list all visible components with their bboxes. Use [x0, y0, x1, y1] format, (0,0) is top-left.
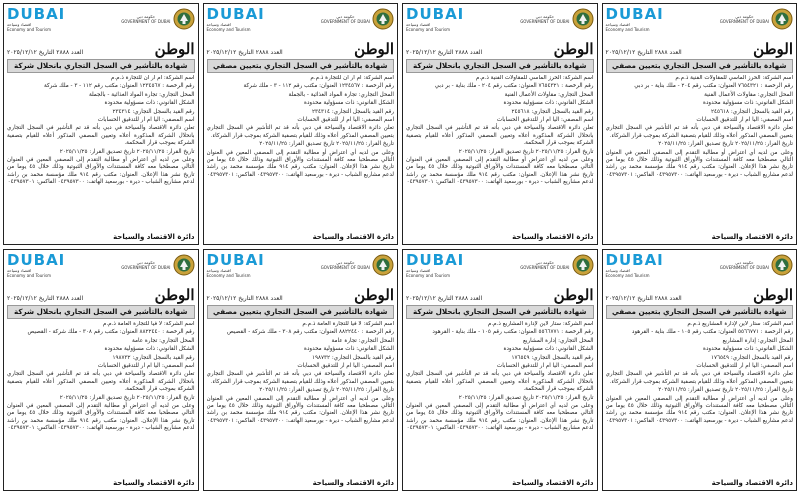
edition-info: العدد ٢٨٨٨ التاريخ ٢٠٢٥/١٢/١٢: [206, 295, 283, 302]
notice-title: شهادة بالتأشير في السجل التجاري بانحلال شركة: [7, 59, 195, 73]
gov-english-name: GOVERNMENT OF DUBAI: [719, 265, 769, 270]
notice-card: [402, 3, 598, 245]
dubai-economy-logo: [606, 253, 664, 278]
notice-line: رقم القيد بالسجل التجاري: ٢٣٤٣١٤: [312, 108, 394, 115]
government-logo: [321, 8, 394, 30]
notice-card: [3, 3, 199, 245]
notice-header: [7, 252, 195, 286]
government-logo: [321, 254, 394, 276]
dubai-economy-logo: [207, 253, 265, 278]
notice-line: رقم القيد بالسجل التجاري: ١٩٨٧٣٢: [112, 354, 195, 361]
dubai-wordmark: DUBAI: [406, 5, 465, 23]
government-text: [121, 260, 170, 270]
notice-title: شهادة بالتأشير في السجل التجاري بتعيين مصفي: [207, 305, 395, 319]
notice-line: رقم الرخصة : ٧٦٥٤٣٢١ العنوان: مكتب رقم ٢٠٤ - ملك بناية - بر دبي: [434, 83, 594, 90]
notice-line: الشكل القانوني: ذات مسؤولية محدودة: [703, 346, 793, 353]
government-text: [321, 14, 370, 24]
government-logo: [520, 8, 593, 30]
edition-info: العدد ٢٨٨٨ التاريخ ٢٠٢٥/١٢/١٢: [406, 49, 483, 56]
notice-line: تعلن دائرة الاقتصاد والسياحة في دبي بأنه قد تم التأشير في السجل التجاري بانحلال الشركة المذكورة أعلاه وتعيين المصفي المذكور أعلاه للقيام بتصفية الشركة بموجب قرار المحكمة.: [406, 125, 594, 147]
notice-title: شهادة بالتأشير في السجل التجاري بتعيين مصفي: [606, 59, 794, 73]
notice-body: [406, 321, 594, 479]
notice-line: الشكل القانوني: ذات مسؤولية محدودة: [104, 346, 195, 353]
notice-footer: دائرة الاقتصاد والسياحة: [113, 233, 195, 241]
notice-line: رقم الرخصة : ٥٥٦٦٧٧١ العنوان: مكتب رقم ١٠٥ - ملك بناية - القرهود: [432, 329, 594, 336]
edition-info: العدد ٢٨٨٨ التاريخ ٢٠٢٥/١٢/١٢: [7, 49, 84, 56]
notice-title: شهادة بالتأشير في السجل التجاري بانحلال شركة: [7, 305, 195, 319]
government-text: [520, 260, 569, 270]
gov-english-name: GOVERNMENT OF DUBAI: [320, 265, 370, 270]
notice-line: وعلى من لديه أي اعتراض أو مطالبة التقدم إلى المصفي المعين في العنوان التالي مصطحبا معه كافة المستندات والأوراق الثبوتية وذلك خلال ٤٥ يوما من تاريخ نشر هذا الإعلان. العنوان: مكتب رقم ٩١٤ ملك مؤسسة محمد بن راشد لدعم مشاريع الشباب - ديرة - بورسعيد الهاتف: ٠٤٣٩٥٧٣٠٠ الفاكس: ٠٤٣٩٥٧٣٠١: [605, 149, 793, 178]
dubai-economy-logo: [7, 253, 65, 278]
dubai-wordmark: DUBAI: [406, 251, 465, 269]
notice-line: رقم الرخصة : ٨٨٢٢٤٤٠ العنوان: مكتب رقم ٣٠٨ - ملك شركة - القصيص: [27, 329, 195, 336]
notice-card: [203, 3, 399, 245]
masthead-row: [207, 287, 395, 303]
notice-line: اسم المصفي: اليا ام ار للتدقيق الحسابات: [496, 117, 594, 124]
notice-line: رقم القيد بالسجل التجاري: ٢٤٥٦١٨: [711, 108, 793, 115]
dubai-wordmark: DUBAI: [605, 5, 664, 23]
dubai-emblem-icon: [173, 254, 195, 276]
notice-card: [602, 249, 798, 491]
notice-line: الشكل القانوني: ذات مسؤولية محدودة: [304, 100, 394, 107]
notice-line: وعلى من لديه أي اعتراض أو مطالبة التقدم إلى المصفي المعين في العنوان التالي مصطحبا معه كافة المستندات والأوراق الثبوتية وذلك خلال ٤٥ يوما من تاريخ نشر هذا الإعلان. العنوان: مكتب رقم ٩١٤ ملك مؤسسة محمد بن راشد لدعم مشاريع الشباب - ديرة - بورسعيد الهاتف: ٠٤٣٩٥٧٣٠٠ الفاكس: ٠٤٣٩٥٧٣٠١: [406, 157, 594, 186]
notice-line: تعلن دائرة الاقتصاد والسياحة في دبي بأنه قد تم التأشير في السجل التجاري بانحلال الشركة المذكورة أعلاه وتعيين المصفي المذكور أعلاه للقيام بتصفية الشركة بموجب قرار المحكمة.: [7, 371, 195, 393]
notice-line: وعلى من لديه أي اعتراض أو مطالبة التقدم إلى المصفي المعين في العنوان التالي مصطحبا معه كافة المستندات والأوراق الثبوتية وذلك خلال ٤٥ يوما من تاريخ نشر هذا الإعلان. العنوان: مكتب رقم ٩١٤ ملك مؤسسة محمد بن راشد لدعم مشاريع الشباب - ديرة - بورسعيد الهاتف: ٠٤٣٩٥٧٣٠٠ الفاكس: ٠٤٣٩٥٧٣٠١: [7, 157, 195, 186]
notice-line: رقم القيد بالسجل التجاري: ١٩٨٧٣٢: [312, 354, 394, 361]
government-logo: [121, 8, 194, 30]
notice-line: رقم الرخصة : ٥٥٦٦٧٧١ العنوان: مكتب رقم ١٠٥ - ملك بناية - القرهود: [631, 329, 793, 336]
government-logo: [720, 8, 793, 30]
dubai-emblem-icon: [372, 254, 394, 276]
notice-card: [203, 249, 399, 491]
notice-footer: دائرة الاقتصاد والسياحة: [312, 479, 394, 487]
masthead-row: [606, 287, 794, 303]
notice-line: تاريخ القرار: ٢٠٢٥/١١/٢٥ تاريخ تصديق القرار: ٢٠٢٥/١١/٢٥: [658, 387, 793, 394]
notice-line: تعلن دائرة الاقتصاد والسياحة في دبي بأنه قد تم التأشير في السجل التجاري بتعيين المصفي المذكور أعلاه وذلك للقيام بتصفية الشركة بموجب قرار الشركاء.: [605, 125, 793, 139]
dept-arabic-name: اقتصاد وسياحة: [406, 268, 431, 273]
gov-arabic-name: حكومة دبي: [735, 260, 754, 265]
gov-english-name: GOVERNMENT OF DUBAI: [520, 19, 570, 24]
notice-line: رقم الرخصة : ١٢٣٤٥٦٧ العنوان: مكتب رقم ١١٢ - ٣ - ملك شركة: [43, 83, 195, 90]
notice-line: اسم الشركة: ستار لاين لإدارة المشاريع ذ.م.م: [487, 321, 594, 327]
notice-line: تاريخ القرار: ٢٠٢٥/١١/٢٥ تاريخ تصديق القرار: ٢٠٢٥/١١/٢٥: [658, 141, 793, 148]
notices-grid: [3, 3, 797, 491]
notice-body: [406, 75, 594, 233]
dubai-economy-logo: [606, 7, 664, 32]
gov-arabic-name: حكومة دبي: [136, 14, 156, 19]
dept-arabic-name: اقتصاد وسياحة: [605, 22, 630, 27]
notice-line: تعلن دائرة الاقتصاد والسياحة في دبي بأنه قد تم التأشير في السجل التجاري بتعيين المصفي المذكور أعلاه وذلك للقيام بتصفية الشركة بموجب قرار الشركاء.: [605, 371, 793, 385]
notice-line: رقم القيد بالسجل التجاري: ١٧٦٥٤٩: [711, 354, 793, 361]
dept-arabic-name: اقتصاد وسياحة: [406, 22, 431, 27]
edition-info: العدد ٢٨٨٨ التاريخ ٢٠٢٥/١٢/١٢: [605, 49, 682, 56]
notice-line: تعلن دائرة الاقتصاد والسياحة في دبي بأنه قد تم التأشير في السجل التجاري بانحلال الشركة المذكورة أعلاه وتعيين المصفي المذكور أعلاه للقيام بتصفية الشركة بموجب قرار المحكمة.: [406, 371, 594, 393]
notice-header: [406, 6, 594, 40]
gov-english-name: GOVERNMENT OF DUBAI: [719, 19, 769, 24]
notice-line: المحل التجاري: تجارة عامة: [331, 337, 394, 344]
government-text: [520, 14, 569, 24]
notice-line: اسم المصفي: اليا ام ار للتدقيق الحسابات: [97, 117, 195, 124]
notice-card: [402, 249, 598, 491]
notice-line: المحل التجاري: مقاولات الأعمال الفنية: [504, 91, 594, 98]
notice-line: تعلن دائرة الاقتصاد والسياحة في دبي بأنه قد تم التأشير في السجل التجاري بتعيين المصفي المذكور أعلاه وذلك للقيام بتصفية الشركة بموجب قرار الشركاء.: [206, 125, 394, 139]
dubai-economy-logo: [406, 253, 464, 278]
notice-footer: دائرة الاقتصاد والسياحة: [312, 233, 394, 241]
notice-line: تاريخ القرار: ٢٠٢٥/١١/٢٥ تاريخ تصديق القرار: ٢٠٢٥/١١/٢٥: [59, 148, 195, 155]
notice-line: اسم الشركة: ام ار ان للتجارة ذ.م.م: [310, 75, 394, 81]
government-logo: [121, 254, 194, 276]
notice-line: تعلن دائرة الاقتصاد والسياحة في دبي بأنه قد تم التأشير في السجل التجاري بتعيين المصفي المذكور أعلاه وذلك للقيام بتصفية الشركة بموجب قرار الشركاء.: [206, 371, 394, 385]
notice-line: اسم المصفي: اليا ام ار للتدقيق الحسابات: [496, 363, 594, 370]
dubai-emblem-icon: [372, 8, 394, 30]
government-logo: [520, 254, 593, 276]
notice-line: اسم المصفي: اليا ام ار للتدقيق الحسابات: [696, 117, 793, 124]
notice-title: شهادة بالتأشير في السجل التجاري بتعيين مصفي: [606, 305, 794, 319]
notice-line: اسم المصفي: اليا ام ار للتدقيق الحسابات: [297, 363, 394, 370]
notice-footer: دائرة الاقتصاد والسياحة: [512, 479, 594, 487]
notice-header: [7, 6, 195, 40]
notice-line: رقم القيد بالسجل التجاري: ٢٤٥٦١٨: [511, 108, 594, 115]
notice-line: تاريخ القرار: ٢٠٢٥/١١/٢٥ تاريخ تصديق القرار: ٢٠٢٥/١١/٢٥: [259, 141, 394, 148]
dept-english-name: Economy and Tourism: [206, 273, 251, 278]
notice-body: [606, 75, 794, 233]
dubai-emblem-icon: [572, 8, 594, 30]
notice-title: شهادة بالتأشير في السجل التجاري بانحلال شركة: [406, 305, 594, 319]
notice-line: اسم الشركة: الحرز الماسي للمقاولات الفنية ذ.م.م: [475, 75, 594, 81]
gov-arabic-name: حكومة دبي: [336, 260, 355, 265]
dubai-wordmark: DUBAI: [605, 251, 664, 269]
notice-line: اسم الشركة: لا فيا للتجارة العامة ذ.م.م: [302, 321, 394, 327]
gov-english-name: GOVERNMENT OF DUBAI: [121, 19, 171, 24]
dept-english-name: Economy and Tourism: [605, 273, 650, 278]
notice-card: [602, 3, 798, 245]
dept-english-name: Economy and Tourism: [7, 27, 51, 32]
gov-english-name: GOVERNMENT OF DUBAI: [121, 265, 171, 270]
notice-line: تعلن دائرة الاقتصاد والسياحة في دبي بأنه قد تم التأشير في السجل التجاري بانحلال الشركة المذكورة أعلاه وتعيين المصفي المذكور أعلاه للقيام بتصفية الشركة بموجب قرار المحكمة.: [7, 125, 195, 147]
dubai-wordmark: DUBAI: [7, 5, 66, 23]
notice-line: اسم المصفي: اليا ام ار للتدقيق الحسابات: [97, 363, 195, 370]
edition-info: العدد ٢٨٨٨ التاريخ ٢٠٢٥/١٢/١٢: [406, 295, 483, 302]
notice-header: [207, 6, 395, 40]
masthead-row: [406, 287, 594, 303]
notice-line: وعلى من لديه أي اعتراض أو مطالبة التقدم إلى المصفي المعين في العنوان التالي مصطحبا معه كافة المستندات والأوراق الثبوتية وذلك خلال ٤٥ يوما من تاريخ نشر هذا الإعلان. العنوان: مكتب رقم ٩١٤ ملك مؤسسة محمد بن راشد لدعم مشاريع الشباب - ديرة - بورسعيد الهاتف: ٠٤٣٩٥٧٣٠٠ الفاكس: ٠٤٣٩٥٧٣٠١: [7, 403, 195, 432]
gov-arabic-name: حكومة دبي: [735, 14, 754, 19]
gov-english-name: GOVERNMENT OF DUBAI: [520, 265, 570, 270]
notice-line: رقم القيد بالسجل التجاري: ٢٣٤٣١٤: [112, 108, 195, 115]
notice-line: اسم المصفي: اليا ام ار للتدقيق الحسابات: [696, 363, 793, 370]
notice-line: رقم الرخصة : ٨٨٢٢٤٤٠ العنوان: مكتب رقم ٣٠٨ - ملك شركة - القصيص: [227, 329, 394, 336]
dept-english-name: Economy and Tourism: [406, 273, 450, 278]
dubai-emblem-icon: [771, 254, 793, 276]
gov-arabic-name: حكومة دبي: [136, 260, 156, 265]
notice-header: [606, 6, 794, 40]
notice-line: الشكل القانوني: ذات مسؤولية محدودة: [104, 100, 195, 107]
notice-header: [406, 252, 594, 286]
dubai-economy-logo: [7, 7, 65, 32]
notice-line: وعلى من لديه أي اعتراض أو مطالبة التقدم إلى المصفي المعين في العنوان التالي مصطحبا معه كافة المستندات والأوراق الثبوتية وذلك خلال ٤٥ يوما من تاريخ نشر هذا الإعلان. العنوان: مكتب رقم ٩١٤ ملك مؤسسة محمد بن راشد لدعم مشاريع الشباب - ديرة - بورسعيد الهاتف: ٠٤٣٩٥٧٣٠٠ الفاكس: ٠٤٣٩٥٧٣٠١: [406, 403, 594, 432]
notice-footer: دائرة الاقتصاد والسياحة: [711, 233, 793, 241]
notice-footer: دائرة الاقتصاد والسياحة: [113, 479, 195, 487]
notice-line: تاريخ القرار: ٢٠٢٥/١١/٢٥ تاريخ تصديق القرار: ٢٠٢٥/١١/٢٥: [259, 387, 394, 394]
notice-header: [207, 252, 395, 286]
notice-line: الشكل القانوني: ذات مسؤولية محدودة: [503, 346, 594, 353]
newspaper-title: الوطن: [154, 286, 195, 304]
dept-english-name: Economy and Tourism: [7, 273, 51, 278]
notice-line: اسم الشركة: ام ار ان للتجارة ذ.م.م: [110, 75, 195, 81]
notice-line: رقم الرخصة : ٧٦٥٤٣٢١ العنوان: مكتب رقم ٢٠٤ - ملك بناية - بر دبي: [634, 83, 793, 90]
notice-card: [3, 249, 199, 491]
dept-arabic-name: اقتصاد وسياحة: [7, 22, 32, 27]
notice-body: [606, 321, 794, 479]
dubai-emblem-icon: [572, 254, 594, 276]
dubai-wordmark: DUBAI: [206, 5, 265, 23]
notice-line: تاريخ القرار: ٢٠٢٥/١١/٢٥ تاريخ تصديق القرار: ٢٠٢٥/١١/٢٥: [458, 148, 594, 155]
notice-line: تاريخ القرار: ٢٠٢٥/١١/٢٥ تاريخ تصديق القرار: ٢٠٢٥/١١/٢٥: [59, 394, 195, 401]
notice-line: الشكل القانوني: ذات مسؤولية محدودة: [703, 100, 793, 107]
government-logo: [720, 254, 793, 276]
edition-info: العدد ٢٨٨٨ التاريخ ٢٠٢٥/١٢/١٢: [7, 295, 84, 302]
dept-arabic-name: اقتصاد وسياحة: [206, 22, 231, 27]
newspaper-title: الوطن: [354, 40, 394, 58]
notice-line: المحل التجاري: مقاولات الأعمال الفنية: [704, 91, 793, 98]
dept-arabic-name: اقتصاد وسياحة: [206, 268, 231, 273]
government-text: [720, 260, 769, 270]
newspaper-title: الوطن: [553, 40, 594, 58]
notice-line: المحل التجاري: تجارة عامة: [132, 337, 195, 344]
notice-line: اسم الشركة: لا فيا للتجارة العامة ذ.م.م: [102, 321, 195, 327]
notice-body: [7, 321, 195, 479]
masthead-row: [406, 41, 594, 57]
gov-arabic-name: حكومة دبي: [535, 260, 555, 265]
notice-line: رقم الرخصة : ١٢٣٤٥٦٧ العنوان: مكتب رقم ١١٢ - ٣ - ملك شركة: [243, 83, 394, 90]
dubai-wordmark: DUBAI: [206, 251, 265, 269]
notice-line: المحل التجاري: تجارة المواد الغذائية - بالجملة: [88, 91, 195, 98]
dubai-emblem-icon: [771, 8, 793, 30]
notice-line: اسم الشركة: الحرز الماسي للمقاولات الفنية ذ.م.م: [675, 75, 793, 81]
notice-line: المحل التجاري: تجارة المواد الغذائية - بالجملة: [288, 91, 394, 98]
masthead-row: [7, 41, 195, 57]
dept-arabic-name: اقتصاد وسياحة: [605, 268, 630, 273]
notice-line: المحل التجاري: إدارة المشاريع: [722, 337, 793, 344]
dept-english-name: Economy and Tourism: [206, 27, 251, 32]
notice-body: [207, 321, 395, 479]
notice-line: وعلى من لديه أي اعتراض أو مطالبة التقدم إلى المصفي المعين في العنوان التالي مصطحبا معه كافة المستندات والأوراق الثبوتية وذلك خلال ٤٥ يوما من تاريخ نشر هذا الإعلان. العنوان: مكتب رقم ٩١٤ ملك مؤسسة محمد بن راشد لدعم مشاريع الشباب - ديرة - بورسعيد الهاتف: ٠٤٣٩٥٧٣٠٠ الفاكس: ٠٤٣٩٥٧٣٠١: [206, 149, 394, 178]
notice-title: شهادة بالتأشير في السجل التجاري بانحلال شركة: [406, 59, 594, 73]
notice-footer: دائرة الاقتصاد والسياحة: [711, 479, 793, 487]
dubai-wordmark: DUBAI: [7, 251, 66, 269]
notice-line: وعلى من لديه أي اعتراض أو مطالبة التقدم إلى المصفي المعين في العنوان التالي مصطحبا معه كافة المستندات والأوراق الثبوتية وذلك خلال ٤٥ يوما من تاريخ نشر هذا الإعلان. العنوان: مكتب رقم ٩١٤ ملك مؤسسة محمد بن راشد لدعم مشاريع الشباب - ديرة - بورسعيد الهاتف: ٠٤٣٩٥٧٣٠٠ الفاكس: ٠٤٣٩٥٧٣٠١: [206, 395, 394, 424]
gov-english-name: GOVERNMENT OF DUBAI: [320, 19, 370, 24]
notice-line: رقم القيد بالسجل التجاري: ١٧٦٥٤٩: [511, 354, 594, 361]
newspaper-title: الوطن: [553, 286, 594, 304]
edition-info: العدد ٢٨٨٨ التاريخ ٢٠٢٥/١٢/١٢: [206, 49, 283, 56]
gov-arabic-name: حكومة دبي: [535, 14, 555, 19]
notice-line: المحل التجاري: إدارة المشاريع: [522, 337, 594, 344]
notice-line: الشكل القانوني: ذات مسؤولية محدودة: [503, 100, 594, 107]
newspaper-title: الوطن: [753, 40, 793, 58]
notice-line: اسم الشركة: ستار لاين لإدارة المشاريع ذ.م.م: [687, 321, 793, 327]
notice-header: [606, 252, 794, 286]
masthead-row: [7, 287, 195, 303]
dubai-emblem-icon: [173, 8, 195, 30]
notice-body: [207, 75, 395, 233]
notice-line: وعلى من لديه أي اعتراض أو مطالبة التقدم إلى المصفي المعين في العنوان التالي مصطحبا معه كافة المستندات والأوراق الثبوتية وذلك خلال ٤٥ يوما من تاريخ نشر هذا الإعلان. العنوان: مكتب رقم ٩١٤ ملك مؤسسة محمد بن راشد لدعم مشاريع الشباب - ديرة - بورسعيد الهاتف: ٠٤٣٩٥٧٣٠٠ الفاكس: ٠٤٣٩٥٧٣٠١: [605, 395, 793, 424]
masthead-row: [606, 41, 794, 57]
dubai-economy-logo: [207, 7, 265, 32]
notice-body: [7, 75, 195, 233]
notice-line: تاريخ القرار: ٢٠٢٥/١١/٢٥ تاريخ تصديق القرار: ٢٠٢٥/١١/٢٥: [458, 394, 594, 401]
gov-arabic-name: حكومة دبي: [336, 14, 355, 19]
newspaper-title: الوطن: [354, 286, 394, 304]
notice-line: اسم المصفي: اليا ام ار للتدقيق الحسابات: [297, 117, 394, 124]
dept-english-name: Economy and Tourism: [605, 27, 650, 32]
newspaper-title: الوطن: [753, 286, 793, 304]
government-text: [321, 260, 370, 270]
dept-english-name: Economy and Tourism: [406, 27, 450, 32]
notice-title: شهادة بالتأشير في السجل التجاري بتعيين مصفي: [207, 59, 395, 73]
notice-line: الشكل القانوني: ذات مسؤولية محدودة: [304, 346, 394, 353]
dept-arabic-name: اقتصاد وسياحة: [7, 268, 32, 273]
notice-footer: دائرة الاقتصاد والسياحة: [512, 233, 594, 241]
newspaper-title: الوطن: [154, 40, 195, 58]
edition-info: العدد ٢٨٨٨ التاريخ ٢٠٢٥/١٢/١٢: [605, 295, 682, 302]
masthead-row: [207, 41, 395, 57]
government-text: [121, 14, 170, 24]
dubai-economy-logo: [406, 7, 464, 32]
government-text: [720, 14, 769, 24]
